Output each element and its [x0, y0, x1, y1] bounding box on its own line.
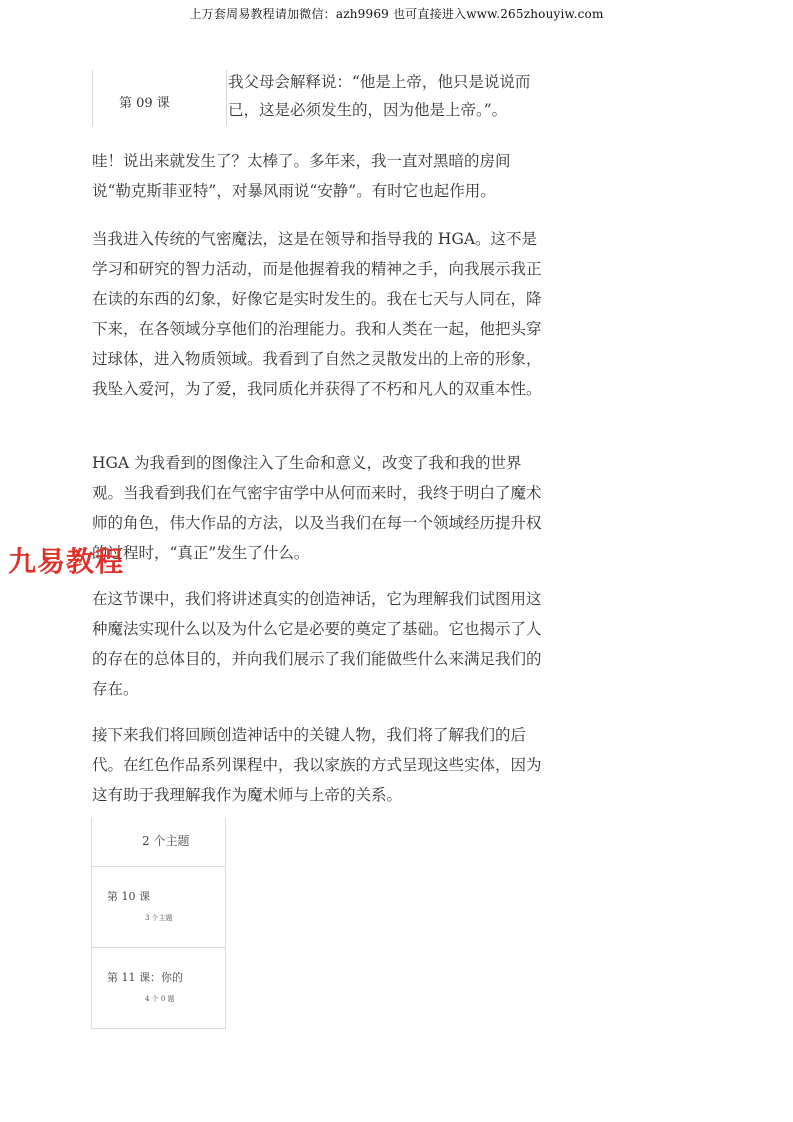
sidebar-item-lesson-11[interactable]	[92, 947, 225, 1028]
lesson-quote: 我父母会解释说：“他是上帝，他只是说说而已，这是必须发生的，因为他是上帝。”。	[228, 73, 531, 119]
paragraph-2: 当我进入传统的气密魔法，这是在领导和指导我的 HGA。这不是学习和研究的智力活动，而是他握着我的精神之手，向我展示我正在读的东西的幻象，好像它是实时发生的。我在七天与人同在，降下来，在各领域分享他们的治理能力。我和人类在一起，他把头穿过球体，进入物质领域。我看到了自然之灵散发出的上帝的形象，我坠入爱河，为了爱，我同质化并获得了不朽和凡人的双重本性。	[92, 230, 542, 398]
sidebar-item-lesson-10[interactable]	[92, 866, 225, 948]
lesson-sidebar	[91, 818, 226, 1029]
paragraph-1: 哇！说出来就发生了？太棒了。多年来，我一直对黑暗的房间说“勒克斯菲亚特”，对暴风雨说“安静”。有时它也起作用。	[92, 152, 511, 200]
watermark-logo: 九易教程	[8, 545, 125, 578]
paragraph-5: 接下来我们将回顾创造神话中的关键人物，我们将了解我们的后代。在红色作品系列课程中，我以家族的方式呈现这些实体，因为这有助于我理解我作为魔术师与上帝的关系。	[92, 726, 542, 804]
lesson-label-box	[92, 70, 227, 126]
sidebar-item-subtitle: 3 个主题	[145, 914, 173, 922]
sidebar-item-subtitle: 4 个 0 题	[145, 995, 175, 1003]
topic-count-row	[92, 818, 225, 867]
lesson-label: 第 09 课	[119, 96, 170, 111]
sidebar-item-title: 第 11 课：你的	[107, 971, 183, 984]
topic-count: 2 个主题	[142, 834, 190, 848]
paragraph-3: HGA 为我看到的图像注入了生命和意义，改变了我和我的世界观。当我看到我们在气密宇宙学中从何而来时，我终于明白了魔术师的角色，伟大作品的方法，以及当我们在每一个领域经历提升权的过程时，“真正”发生了什么。	[92, 454, 542, 562]
paragraph-4: 在这节课中，我们将讲述真实的创造神话，它为理解我们试图用这种魔法实现什么以及为什么它是必要的奠定了基础。它也揭示了人的存在的总体目的，并向我们展示了我们能做些什么来满足我们的存在。	[92, 590, 542, 698]
sidebar-item-title: 第 10 课	[107, 890, 150, 903]
page-header: 上万套周易教程请加微信：azh9969 也可直接进入www.265zhouyiw.com	[189, 7, 604, 21]
